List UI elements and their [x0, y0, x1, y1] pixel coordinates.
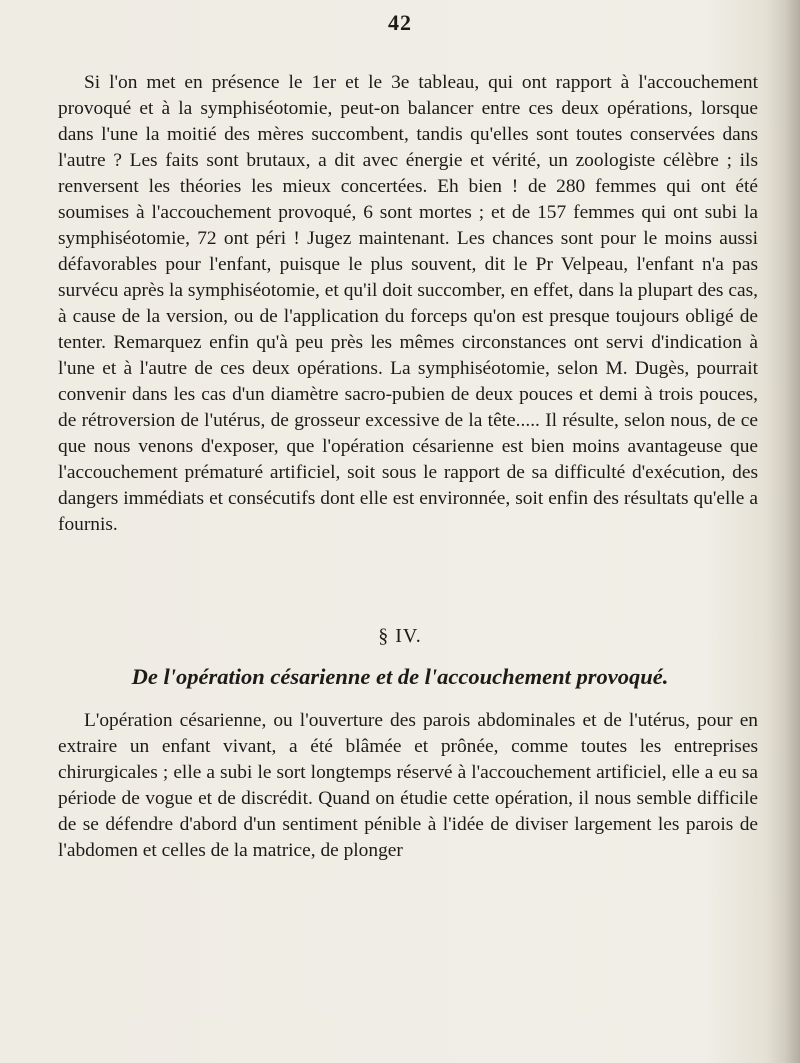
page-edge-shadow	[766, 0, 800, 1063]
page-number: 42	[388, 10, 412, 35]
section-number: § IV.	[378, 625, 422, 647]
paragraph-cesarean: L'opération césarienne, ou l'ouverture des parois abdominales et de l'utérus, pour en extraire un enfant vivant, a été blâmée et prônée, comme toutes les entreprises chirurgicales ; elle a subi le sort longtemps réservé à l'accouchement artificiel, elle a eu sa période de vogue et de discrédit. Quand on étudie cette opération, il nous semble difficile de se défendre d'abord d'un sentiment pénible à l'idée de diviser largement les parois de l'abdomen et celles de la matrice, de plonger	[58, 710, 758, 861]
paragraph-comparison: Si l'on met en présence le 1er et le 3e tableau, qui ont rapport à l'accouchement provoqué et à la symphiséotomie, peut-on balancer entre ces deux opérations, lorsque dans l'une la moitié des mères succombent, tandis qu'elles sont toutes conservées dans l'autre ? Les faits sont brutaux, a dit avec énergie et vérité, un zoologiste célèbre ; ils renversent les théories les mieux concertées. Eh bien ! de 280 femmes qui ont été soumises à l'accouchement provoqué, 6 sont mortes ; et de 157 femmes qui ont subi la symphiséotomie, 72 ont péri ! Jugez maintenant. Les chances sont pour le moins aussi défavorables pour l'enfant, puisque le plus souvent, dit le Pr Velpeau, l'enfant n'a pas survécu après la symphiséotomie, et qu'il doit succomber, en effet, dans la plupart des cas, à cause de la version, ou de l'application du forceps qu'on est presque toujours obligé de tenter. Remarquez enfin qu'à peu près les mêmes circonstances ont servi d'indication à l'une et à l'autre de ces deux opérations. La symphiséotomie, selon M. Dugès, pourrait convenir dans les cas d'un diamètre sacro-pubien de deux pouces et demi à trois pouces, de rétroversion de l'utérus, de grosseur excessive de la tête..... Il résulte, selon nous, de ce que nous venons d'exposer, que l'opération césarienne est bien moins avantageuse que l'accouchement prématuré artificiel, soit sous le rapport de sa difficulté d'exécution, des dangers immédiats et consécutifs dont elle est environnée, soit enfin des résultats qu'elle a fournis.	[58, 72, 758, 535]
section-heading: De l'opération césarienne et de l'accouchement provoqué.	[131, 664, 669, 689]
